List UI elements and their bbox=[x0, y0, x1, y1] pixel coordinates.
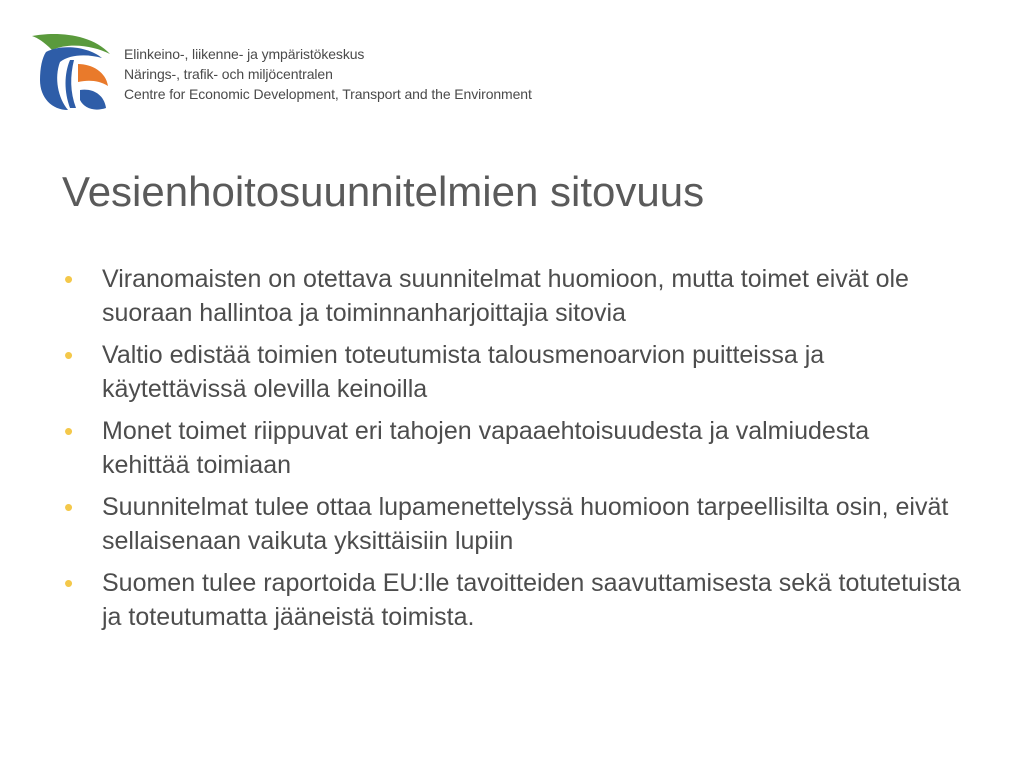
bullet-text: Viranomaisten on otettava suunnitelmat huomioon, mutta toimet eivät ole suoraan hallintoa ja toiminnanharjoittajia sitovia bbox=[102, 265, 909, 327]
slide-title: Vesienhoitosuunnitelmien sitovuus bbox=[62, 168, 705, 215]
bullet-list bbox=[62, 262, 962, 642]
org-name-finnish: Elinkeino-, liikenne- ja ympäristökeskus bbox=[124, 46, 365, 62]
bullet-text: Suomen tulee raportoida EU:lle tavoitteiden saavuttamisesta sekä totutetuista ja toteutumatta jääneistä toimista. bbox=[102, 569, 961, 631]
bullet-text: Monet toimet riippuvat eri tahojen vapaaehtoisuudesta ja valmiudesta kehittää toimiaan bbox=[102, 417, 870, 479]
bullet-item bbox=[62, 414, 962, 482]
bullet-item bbox=[62, 566, 962, 634]
bullet-dot-icon: • bbox=[64, 264, 74, 294]
bullet-text: Suunnitelmat tulee ottaa lupamenettelyssä huomioon tarpeellisilta osin, eivät sellaisenaan vaikuta yksittäisiin lupiin bbox=[102, 493, 949, 555]
org-name-english: Centre for Economic Development, Transport and the Environment bbox=[124, 86, 532, 102]
organization-names bbox=[124, 44, 532, 104]
bullet-dot-icon: • bbox=[64, 340, 74, 370]
ely-centre-logo bbox=[30, 30, 112, 114]
org-name-swedish: Närings-, trafik- och miljöcentralen bbox=[124, 66, 333, 82]
bullet-item bbox=[62, 490, 962, 558]
bullet-text: Valtio edistää toimien toteutumista talousmenoarvion puitteissa ja käytettävissä olevilla keinoilla bbox=[102, 341, 825, 403]
bullet-dot-icon: • bbox=[64, 416, 74, 446]
bullet-dot-icon: • bbox=[64, 568, 74, 598]
bullet-item bbox=[62, 262, 962, 330]
bullet-dot-icon: • bbox=[64, 492, 74, 522]
bullet-item bbox=[62, 338, 962, 406]
